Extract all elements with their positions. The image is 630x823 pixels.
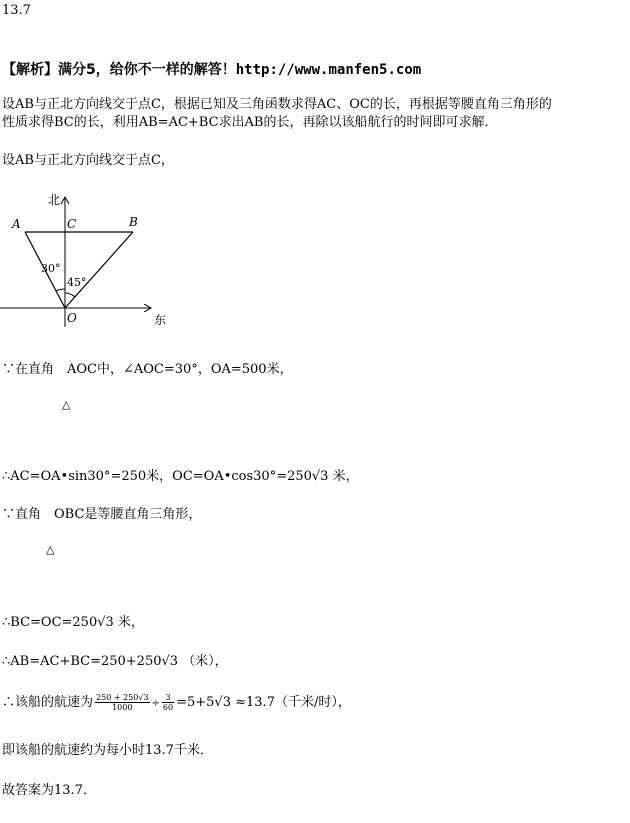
fraction-time-num: 3 [162, 693, 174, 703]
source-url: http://www.manfen5.com [235, 62, 422, 78]
fraction-distance-den: 1000 [112, 703, 133, 712]
label-A: A [12, 217, 21, 231]
triangle-symbol-1: △ [62, 398, 71, 411]
label-north: 北 [48, 193, 61, 207]
step-7: 即该船的航速约为每小时13.7千米． [2, 743, 213, 758]
promo-text: 满分5，给你不一样的解答！ [58, 62, 236, 78]
fraction-time [162, 693, 174, 712]
step-2: ∴AC=OA•sin30°=250米，OC=OA•cos30°=250√3 米， [2, 469, 359, 484]
step-5: ∴AB=AC+BC=250+250√3 （米）， [2, 654, 228, 669]
fraction-time-den: 60 [162, 703, 174, 712]
step-6 [2, 690, 351, 717]
fraction-distance [95, 693, 150, 712]
step-3: ∵直角 OBC是等腰直角三角形， [2, 507, 202, 522]
step-1: ∵在直角 AOC中，∠AOC=30°，OA=500米， [2, 362, 293, 377]
analysis-line-2: 性质求得BC的长，利用AB=AC+BC求出AB的长，再除以该船航行的时间即可求解． [2, 115, 498, 130]
label-30: 30° [41, 262, 61, 275]
analysis-label: 【解析】 [2, 62, 58, 78]
triangle-symbol-2: △ [46, 543, 55, 556]
angle-arc-45 [65, 293, 75, 297]
answer-value: 13.7 [2, 3, 31, 18]
final-answer: 故答案为13.7． [2, 783, 96, 798]
step-4: ∴BC=OC=250√3 米， [2, 615, 144, 630]
label-45: 45° [67, 276, 87, 289]
label-C: C [67, 217, 77, 231]
label-B: B [129, 215, 138, 229]
speed-suffix: =5+5√3 ≈13.7（千米/时）， [176, 695, 351, 710]
angle-arc-30 [56, 289, 65, 291]
divide-sign: ÷ [151, 698, 160, 709]
label-O: O [67, 311, 77, 325]
step-intro: 设AB与正北方向线交于点C， [2, 153, 174, 168]
label-east: 东 [154, 313, 167, 327]
analysis-line-1: 设AB与正北方向线交于点C，根据已知及三角函数求得AC、OC的长，再根据等腰直角三角形的 [2, 97, 552, 112]
geometry-figure [0, 190, 180, 330]
speed-prefix: ∴该船的航速为 [2, 695, 94, 710]
fraction-distance-num: 250 + 250√3 [96, 693, 149, 702]
source-header [2, 61, 421, 79]
